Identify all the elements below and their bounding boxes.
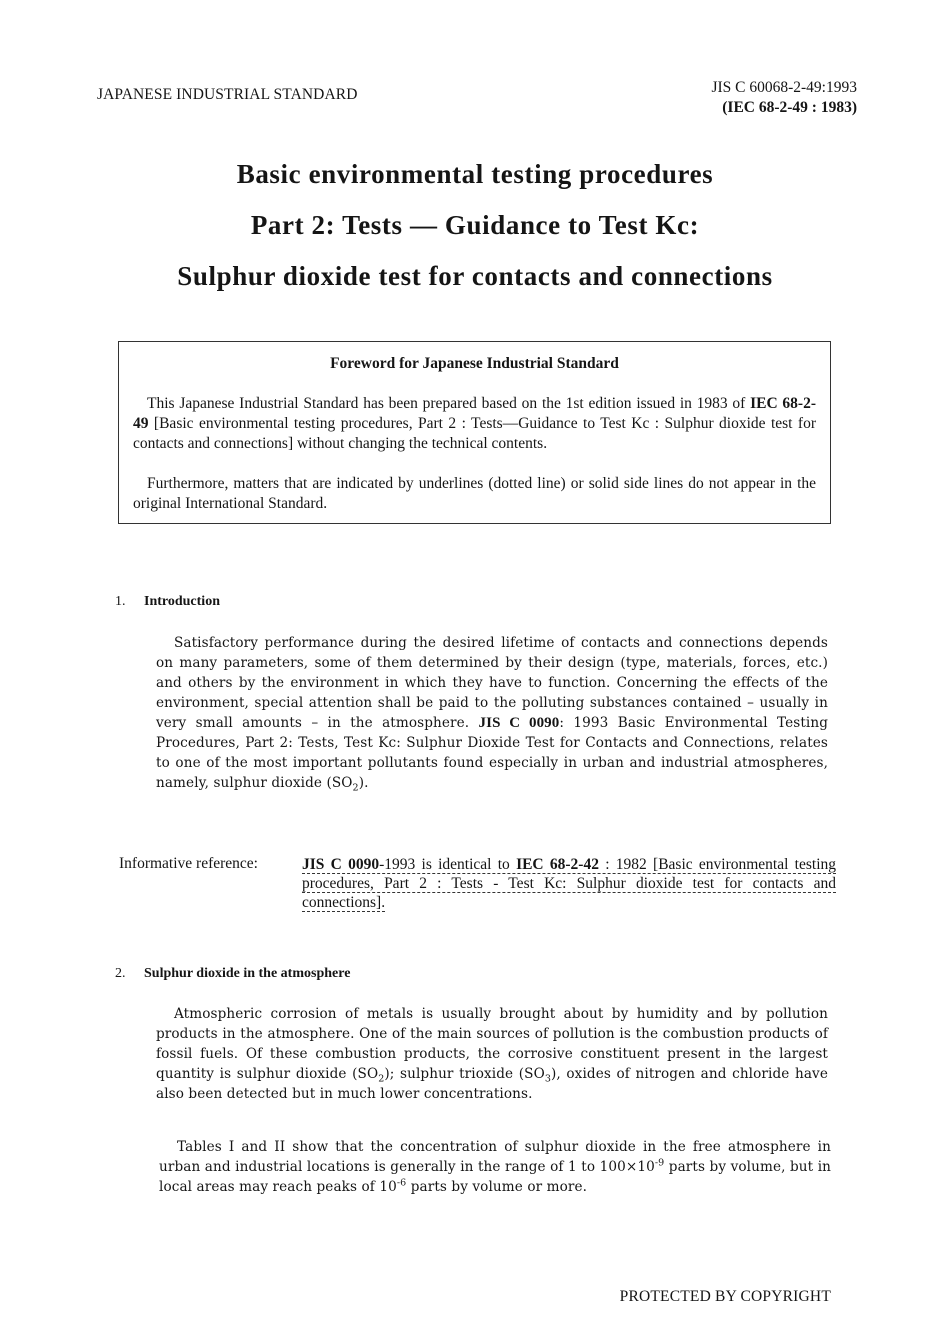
document-title [0,154,950,307]
s2p2-sup-2: -6 [396,1177,407,1189]
copyright-footer: PROTECTED BY COPYRIGHT [619,1288,831,1305]
s1-text-b: : 1993 Basic Environmental Testing Procedures, Part 2: Tests, Test Kc: Sulphur Dioxide Test for Contacts and Connections, relates to one of the most important pollutants found especially in urban and industrial atmospheres, namely, sulphur dioxide (SO [156,715,829,791]
info-jis-ref: JIS C 0090 [302,856,380,873]
section-1-number: 1. [115,594,126,609]
section-1-paragraph [156,633,828,793]
s1-sub: 2 [352,782,359,794]
section-1-heading [115,594,220,610]
foreword-title: Foreword for Japanese Industrial Standard [330,355,619,372]
title-line-3: Sulphur dioxide test for contacts and connections [177,261,773,291]
info-iec-ref: IEC 68-2-42 [516,856,599,873]
s1-text-end: ). [358,775,369,791]
s2p1-text-c: ), oxides of nitrogen and chloride have also been detected but in much lower concentrations. [156,1066,828,1102]
informative-reference-text [302,855,836,912]
foreword-p1-iec-ref: IEC 68-2-49 [133,395,816,432]
foreword-p1-text-a: This Japanese Industrial Standard has been prepared based on the 1st edition issued in 1983 of [147,395,751,412]
foreword-p1-text-b: [Basic environmental testing procedures, Part 2 : Tests—Guidance to Test Kc : Sulphur dioxide test for contacts and connections] without changing the technical contents. [133,415,816,452]
informative-reference-label: Informative reference: [119,855,258,872]
section-2-title: Sulphur dioxide in the atmosphere [144,966,351,981]
foreword-box [118,341,831,524]
s2p2-text-c: parts by volume or more. [406,1179,588,1195]
header-standard-label: JAPANESE INDUSTRIAL STANDARD [97,86,358,103]
s1-jis-ref: JIS C 0090 [478,715,560,731]
section-1-title: Introduction [144,594,220,609]
iec-reference: (IEC 68-2-49 : 1983) [722,99,857,116]
info-text-1: -1993 is identical to [379,856,517,873]
title-line-2: Part 2: Tests — Guidance to Test Kc: [250,210,700,240]
title-line-1: Basic environmental testing procedures [236,159,714,189]
info-text-2: : 1982 [Basic environmental testing procedures, Part 2 : Tests - Test Kc: Sulphur dioxide test for contacts and connections]. [302,856,837,911]
s2p1-text-b: ); sulphur trioxide (SO [384,1066,545,1082]
section-2-number: 2. [115,966,126,981]
section-2-heading [115,966,350,982]
s2p2-text-a: Tables I and II show that the concentration of sulphur dioxide in the free atmosphere in urban and industrial locations is generally in the range of 1 to 100×10 [159,1139,831,1175]
s2p1-sub-1: 2 [378,1073,385,1085]
section-2-paragraph-2 [159,1137,831,1197]
s2p2-sup-1: -9 [654,1157,665,1169]
foreword-paragraph-1 [133,394,816,454]
foreword-paragraph-2: Furthermore, matters that are indicated by underlines (dotted line) or solid side lines do not appear in the original International Standard. [133,475,816,512]
s1-text-a: Satisfactory performance during the desired lifetime of contacts and connections depends on many parameters, some of them determined by their design (type, materials, forces, etc.) and others by the environment in which they have to function. Concerning the effects of the environment, special attention shall be paid to the polluting substances contained – usually in very small amounts – in the atmosphere. [156,635,828,731]
header-standard-numbers [711,78,857,118]
s2p1-text-a: Atmospheric corrosion of metals is usually brought about by humidity and by pollution products in the atmosphere. One of the main sources of pollution is the combustion products of fossil fuels. Of these combustion products, the corrosive constituent present in the largest quantity is sulphur dioxide (SO [156,1006,828,1082]
jis-number: JIS C 60068-2-49:1993 [711,79,857,96]
informative-dotted-text [302,856,836,912]
s2p2-text-b: parts by volume, but in local areas may reach peaks of 10 [159,1159,832,1195]
section-2-paragraph-1 [156,1004,828,1104]
s2p1-sub-2: 3 [544,1073,551,1085]
